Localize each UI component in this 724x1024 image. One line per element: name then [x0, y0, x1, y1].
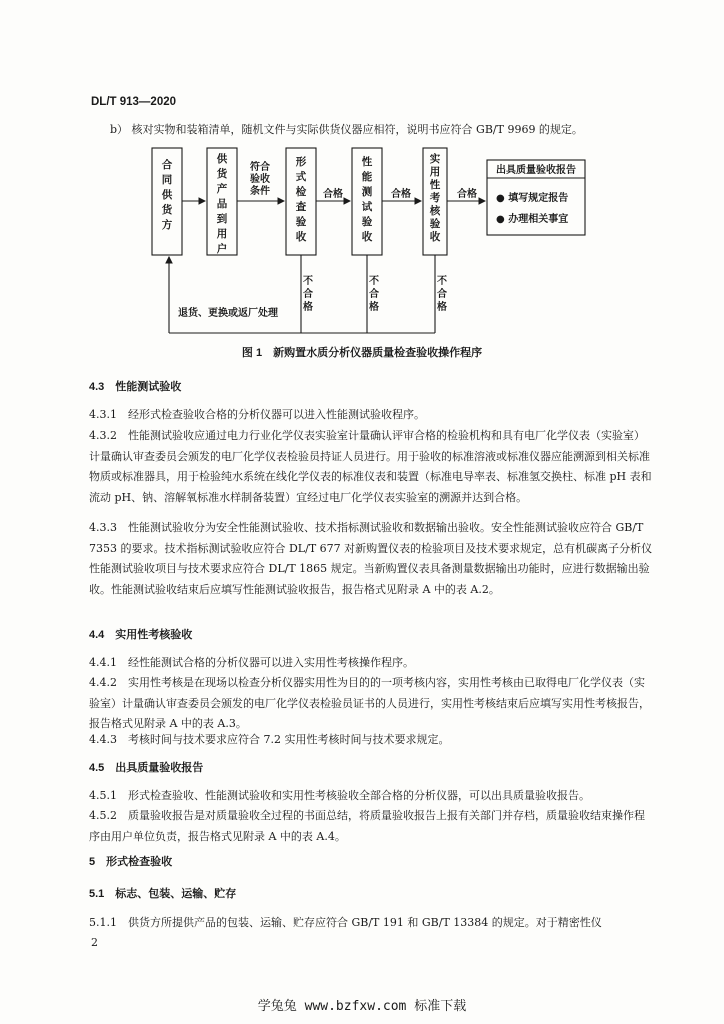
acceptance-label-1: 符合: [250, 162, 270, 173]
return-label: 退货、更换或返厂处理: [178, 308, 278, 319]
box-practical-label: 实用性考核验收: [429, 153, 441, 243]
para-4-3-2: 4.3.2 性能测试验收应通过电力行业化学仪表实验室计量确认评审合格的检验机构和具有电厂化学仪表（实验室）计量确认审查委员会颁发的电厂化学仪表检验员持证人员进行。用于验收的标准溶液或标准仪器应能溯源到相关标准物质或标准器具，用于检验纯水系统在线化学仪表的标准仪表和装置（标准电导率表、标准氢交换柱、标准 pH 表和流动 pH、钠、溶解氧标准水样制备装置）宜经过电厂化学仪表实验室的溯源并达到合格。: [89, 429, 652, 504]
flowchart-diagram: [0, 0, 724, 340]
heading-5-1: 5.1 标志、包装、运输、贮存: [89, 888, 237, 900]
para-4-4-2: 4.4.2 实用性考核是在现场以检查分析仪器实用性为目的的一项考核内容，实用性考核由已取得电厂化学仪表（实验室）计量确认审查委员会颁发的电厂化学仪表检验员证书的人员进行，实用性考核结束后应填写实用性考核报告，报告格式见附录 A 中的表 A.3。: [89, 676, 650, 730]
report-item-2: ● 办理相关事宜: [496, 214, 569, 225]
pass-label-2: 合格: [391, 189, 411, 200]
para-4-3-3: 4.3.3 性能测试验收分为安全性能测试验收、技术指标测试验收和数据输出验收。安全性能测试验收应符合 GB/T 7353 的要求。技术指标测试验收应符合 DL/T 677 对新购置仪表的检验项目及技术要求规定，总有机碳离子分析仪性能测试验收项目与技术要求应符合 DL/T 1865 规定。当新购置仪表具备测量数据输出功能时，应进行数据输出验收。性能测试验收结束后应填写性能测试验收报告，报告格式见附录 A 中的表 A.2。: [89, 521, 653, 596]
para-4-4-3: 4.4.3 考核时间与技术要求应符合 7.2 实用性考核时间与技术要求规定。: [89, 733, 450, 746]
heading-5: 5 形式检查验收: [89, 856, 173, 868]
para-4-4-1: 4.4.1 经性能测试合格的分析仪器可以进入实用性考核操作程序。: [89, 656, 414, 669]
report-item-1: ● 填写规定报告: [496, 193, 569, 204]
box-form-label: 形式检查验收: [295, 156, 307, 243]
heading-4-5: 4.5 出具质量验收报告: [89, 762, 204, 774]
para-4-5-2: 4.5.2 质量验收报告是对质量验收全过程的书面总结，将质量验收报告上报有关部门并存档，质量验收结束操作程序由用户单位负责，报告格式见附录 A 中的表 A.4。: [89, 809, 645, 843]
pass-label-3: 合格: [457, 189, 477, 200]
para-4-5-1: 4.5.1 形式检查验收、性能测试验收和实用性考核验收全部合格的分析仪器，可以出具质量验收报告。: [89, 789, 590, 802]
footer-watermark: 学兔兔 www.bzfxw.com 标准下载: [257, 999, 467, 1014]
fail-label-1: 不合格: [303, 276, 313, 313]
document-code: DL/T 913—2020: [91, 96, 177, 108]
fail-label-3: 不合格: [437, 276, 447, 313]
page-number: 2: [91, 936, 98, 949]
para-5-1-1: 5.1.1 供货方所提供产品的包装、运输、贮存应符合 GB/T 191 和 GB/T 13384 的规定。对于精密性仪: [89, 916, 602, 929]
pass-label-1: 合格: [323, 189, 343, 200]
para-4-3-1: 4.3.1 经形式检查验收合格的分析仪器可以进入性能测试验收程序。: [89, 408, 425, 421]
box-delivery-label: 供货产品到用户: [216, 153, 228, 255]
report-title: 出具质量验收报告: [496, 165, 576, 176]
heading-4-3: 4.3 性能测试验收: [89, 381, 182, 393]
acceptance-label-2: 验收: [250, 174, 270, 185]
heading-4-4: 4.4 实用性考核验收: [89, 629, 193, 641]
box-contract-label: 合同供货方: [161, 159, 173, 231]
acceptance-label-3: 条件: [250, 186, 270, 197]
fail-label-2: 不合格: [369, 276, 379, 313]
intro-item-b: b） 核对实物和装箱清单，随机文件与实际供货仪器应相符，说明书应符合 GB/T 9969 的规定。: [110, 123, 583, 136]
box-perf-label: 性能测试验收: [361, 156, 373, 243]
figure-caption: 图 1 新购置水质分析仪器质量检查验收操作程序: [241, 347, 483, 359]
